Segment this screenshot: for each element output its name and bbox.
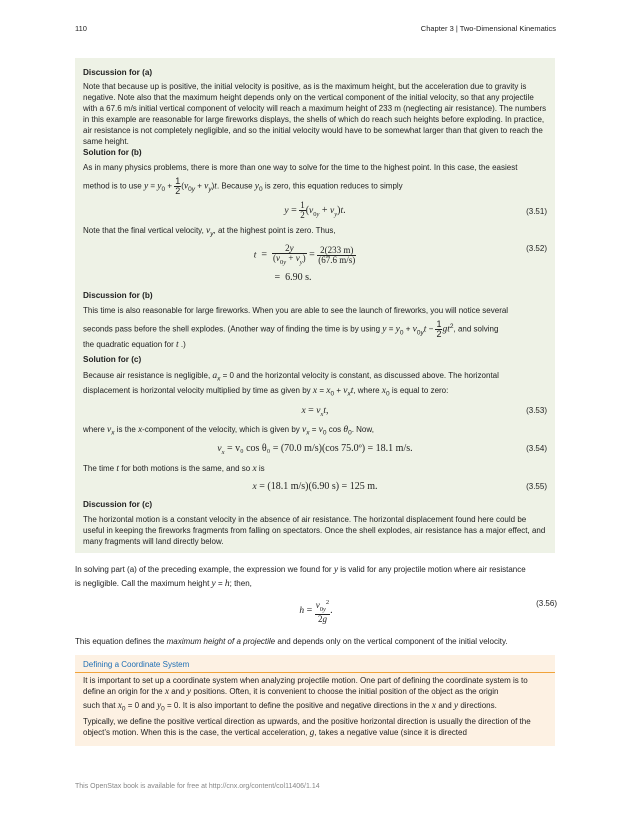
disc-c-text: The horizontal motion is a constant velocity in the absence of air resistance. The horizontal displacement found here could be useful in keeping the fireworks fragments from falling on spectators. Once the shell explodes, air resistance has a major effect, and many fragments will land directly below.: [83, 515, 546, 546]
body-paragraph-2: This equation defines the maximum height of a projectile and depends only on the vertical component of the initial velocity.: [75, 637, 508, 646]
disc-b-text1: This time is also reasonable for large fireworks. When you are able to see the launch of fireworks, you will notice several: [83, 306, 509, 315]
example-box: [75, 58, 555, 553]
chapter-title: Chapter 3 | Two-Dimensional Kinematics: [420, 24, 556, 33]
disc-b-text2: seconds pass before the shell explodes. (Another way of finding the time is by using $y = y_0 + v_{0y}t$ − $\frac{1}{2}$ $gt^2$, and solving: [83, 319, 499, 340]
eq-number-3-52: (3.52): [526, 244, 547, 253]
disc-a-text: Note that because up is positive, the initial velocity is positive, as is the maximum height, but the acceleration due to gravity is negative. Note also that the maximum height depends only on the vertical component of the initial velocity, so that any projectile with a 67.6 m/s initial vertical component of velocity will reach a maximum height of 233 m (neglecting air resistance). The numbers in this example are reasonable for large fireworks displays, the shells of which do reach such heights before exploding. In practice, air resistance is not completely negligible, and so the initial velocity would have to be somewhat larger than that given to reach the same height.: [83, 82, 547, 146]
callout-divider: [75, 672, 555, 673]
sol-c-text2: displacement is horizontal velocity multiplied by time as given by $x = x_0 + v_xt$, where $x_0$ is equal to zero:: [83, 386, 449, 398]
equation-3-52: t = $\frac{2y}{(v_{0y} + v_y)}$ = $\frac{2(233 m)}{(67.6 m/s)}$: [253, 243, 356, 266]
callout-box: [75, 655, 555, 746]
body-paragraph-1: In solving part (a) of the preceding example, the expression we found for y is valid for any projectile motion where air resistance is negligible. Call the maximum height y = h; then,: [75, 565, 526, 589]
final-velocity-text: Note that the final vertical velocity, $v_y$, at the highest point is zero. Thus,: [83, 226, 336, 238]
equation-3-56: h = $\frac{v_{0y}^2}{2g}$ .: [299, 599, 333, 624]
eq-number-3-53: (3.53): [526, 406, 547, 415]
equation-3-51: y = $\frac{1}{2}$ $(v_{0y} + v_y)t$.: [284, 200, 346, 220]
eq-number-3-54: (3.54): [526, 444, 547, 453]
where-text: where $v_x$ is the x-component of the velocity, which is given by $v_x = v_0$ $\cos \theta_0$. Now,: [83, 425, 374, 437]
eq-number-3-55: (3.55): [526, 482, 547, 491]
time-text: The time t for both motions is the same, and so x is: [83, 464, 265, 474]
callout-title: Defining a Coordinate System: [83, 660, 190, 669]
sol-b-text1: As in many physics problems, there is more than one way to solve for the time to the highest point. In this case, the easiest: [83, 163, 518, 172]
disc-b-text3: the quadratic equation for t .): [83, 340, 186, 350]
equation-3-54: $v_x = v_0$ cos θ₀ = (70.0 m/s)(cos 75.0º) = 18.1 m/s.: [217, 443, 413, 456]
eq-number-3-56: (3.56): [536, 599, 557, 608]
callout-text1: It is important to set up a coordinate system when analyzing projectile motion. One part of defining the coordinate system is to define an origin for the x and y positions. Often, it is convenient to choose the initial position of the object as the origin: [83, 676, 528, 697]
disc-c-heading: Discussion for (c): [83, 500, 153, 509]
disc-a-heading: Discussion for (a): [83, 68, 153, 77]
footer-note: This OpenStax book is available for free at http://cnx.org/content/col11406/1.14: [75, 783, 320, 790]
sol-b-heading: Solution for (b): [83, 148, 142, 157]
callout-text2: such that $x_0 = 0$ and $y_0 = 0$. It is also important to define the positive and negative directions in the x and y directions.: [83, 701, 497, 713]
sol-b-text2: method is to use $y = y_0$ + $\frac{1}{2}$ $(v_{0y} + v_y)t$. Because $y_0$ is zero, this equation reduces to simply: [83, 176, 403, 196]
equation-3-52-result: = 6.90 s.: [274, 272, 312, 283]
sol-c-heading: Solution for (c): [83, 355, 142, 364]
eq-number-3-51: (3.51): [526, 207, 547, 216]
equation-3-53: $x = v_xt$,: [301, 405, 329, 418]
equation-3-55: x = (18.1 m/s)(6.90 s) = 125 m.: [252, 481, 378, 492]
sol-c-text1: Because air resistance is negligible, $a_x = 0$ and the horizontal velocity is constant, as discussed above. The horizontal: [83, 371, 499, 383]
disc-b-heading: Discussion for (b): [83, 291, 153, 300]
callout-text3: Typically, we define the positive vertical direction as upwards, and the positive horizontal direction is usually the direction of the object’s motion. When this is the case, the vertical acceleration, g, takes a negative value (since it is directed: [83, 717, 531, 738]
page-number: 110: [75, 24, 87, 33]
